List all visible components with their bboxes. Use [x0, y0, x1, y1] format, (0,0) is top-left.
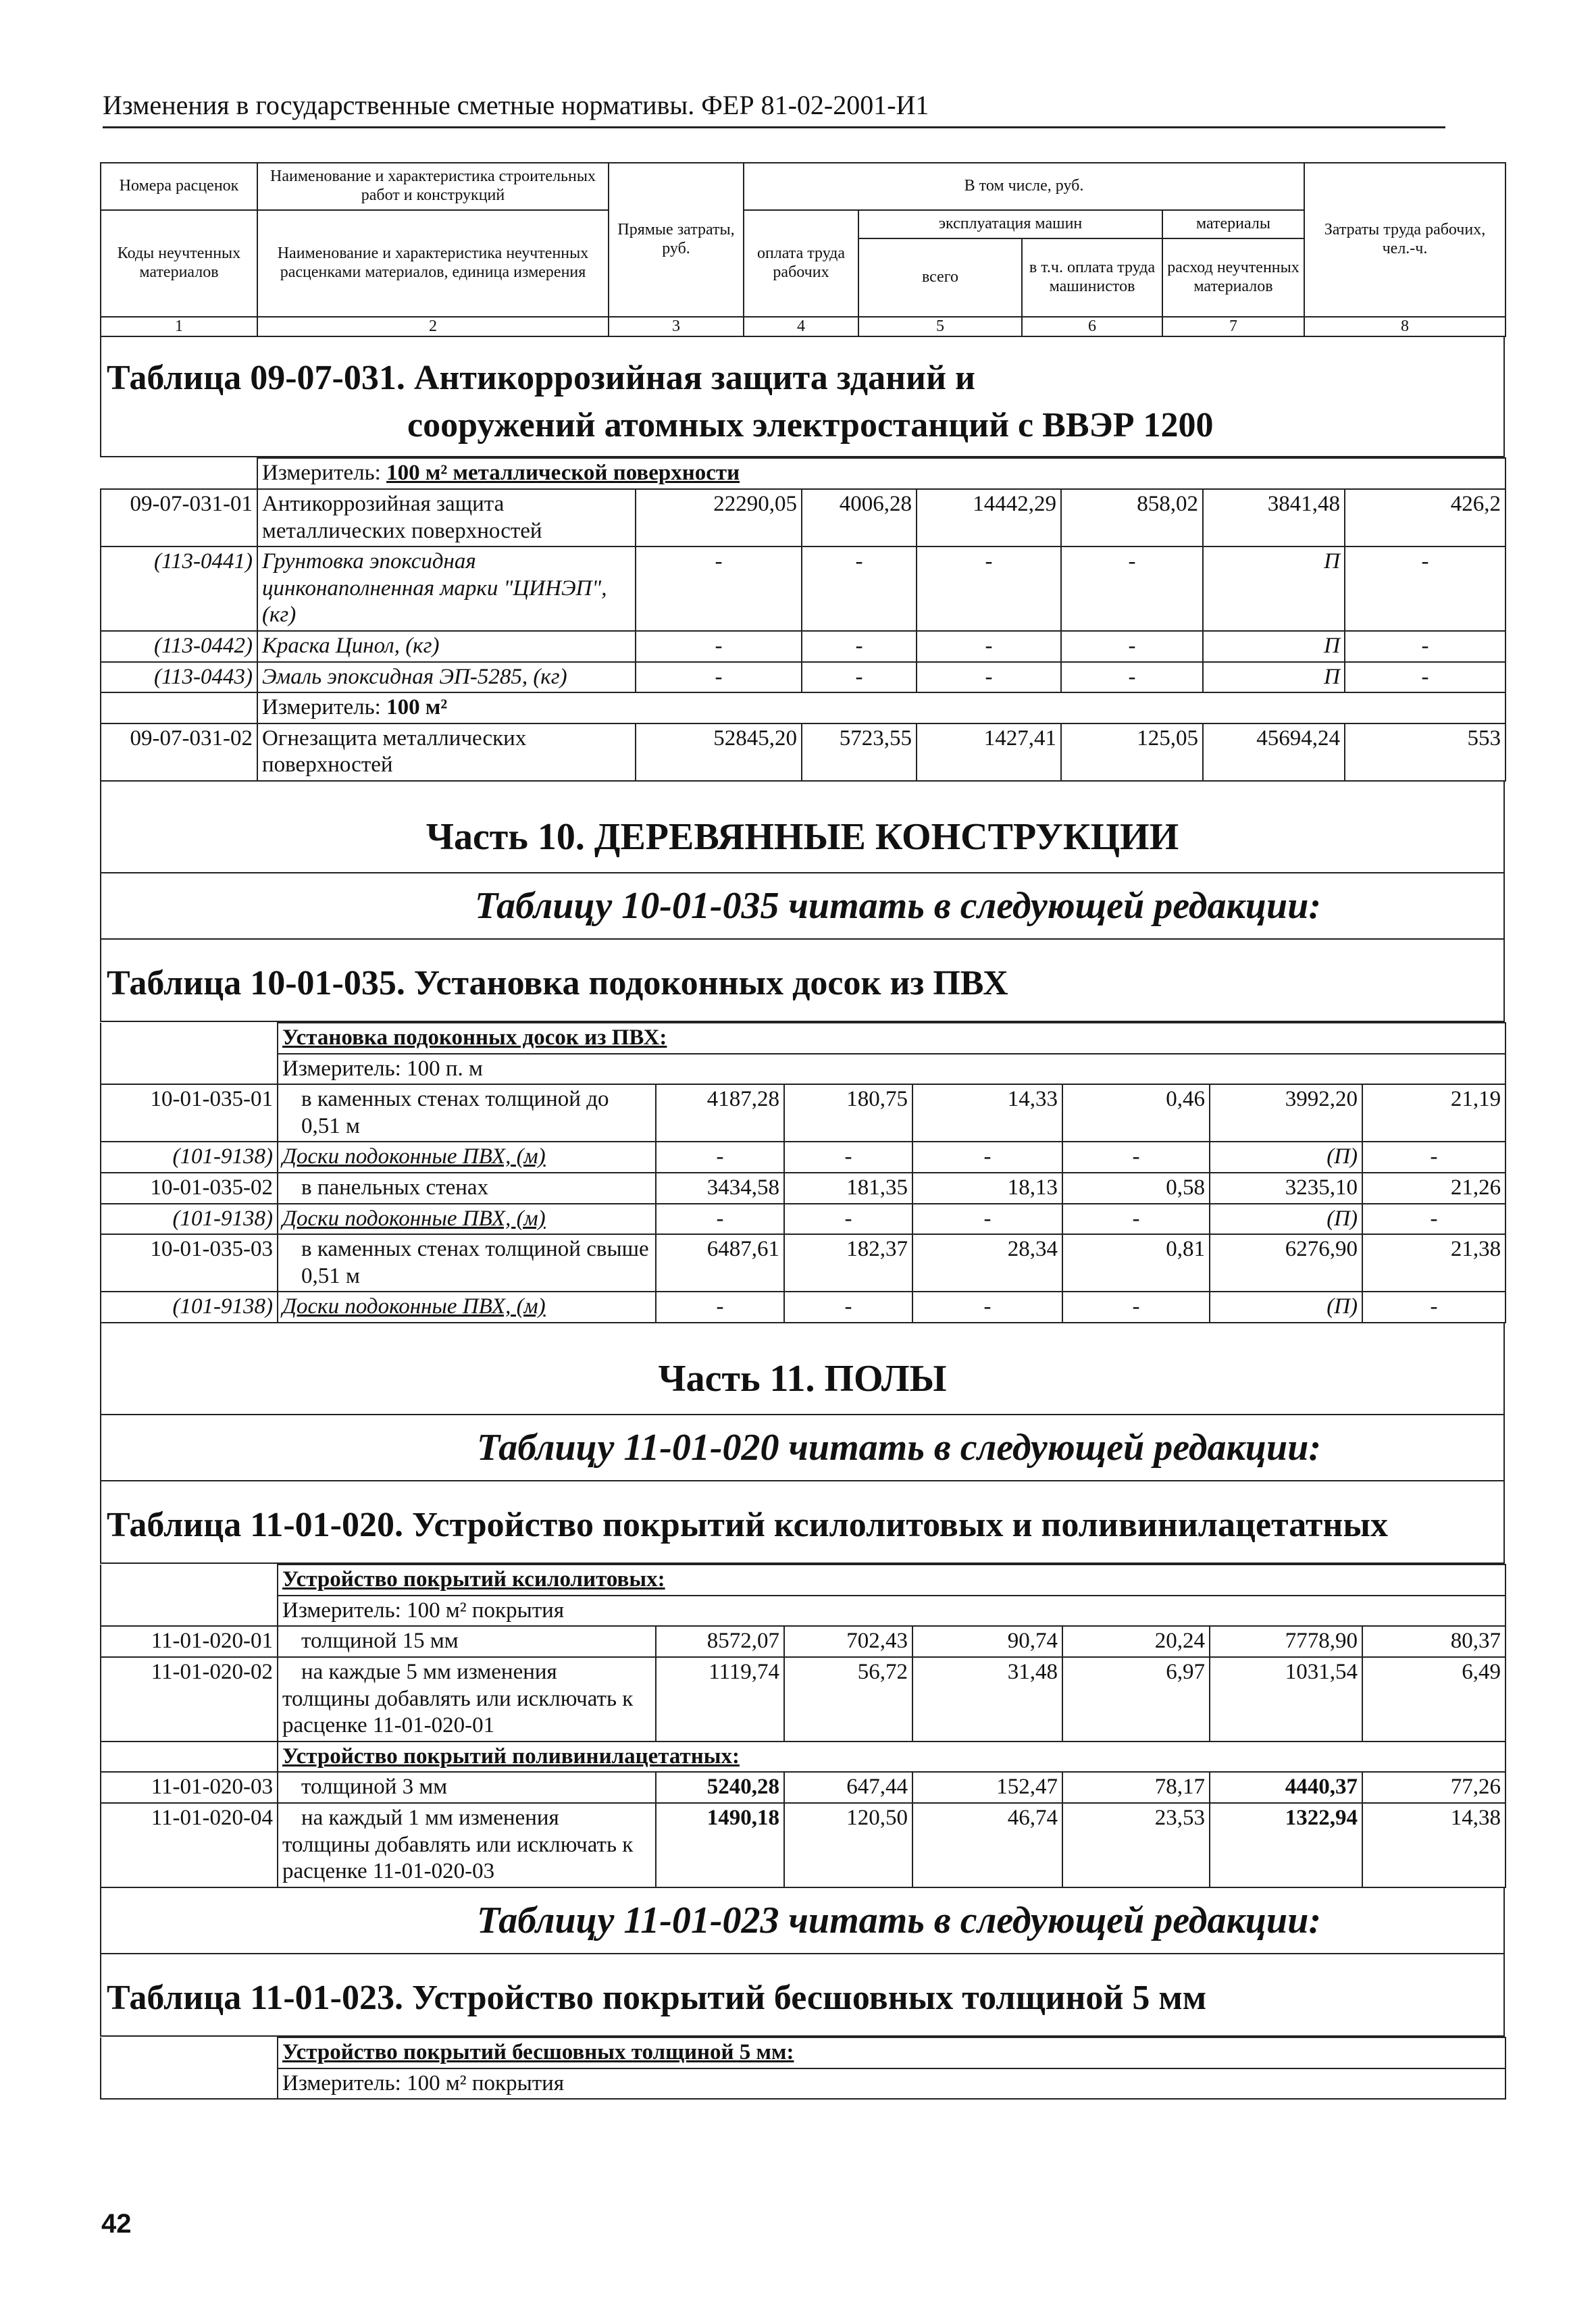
col8-header: Затраты труда рабочих, чел.-ч. — [1304, 163, 1505, 317]
table-row: 11-01-020-01 толщиной 15 мм 8572,07 702,43 90,74 20,24 7778,90 80,37 — [101, 1626, 1505, 1657]
table-row: 09-07-031-01 Антикоррозийная защита металлических поверхностей 22290,05 4006,28 14442,29 858,02 3841,48 426,2 — [101, 489, 1505, 547]
table-11-01-023 — [100, 2037, 1506, 2100]
section-heading: Устройство покрытий ксилолитовых: — [278, 1565, 1505, 1596]
material-row: (113-0442) Краска Цинол, (кг) - - - - П - — [101, 631, 1505, 662]
table-11-01-020 — [100, 1564, 1506, 1888]
section-heading: Установка подоконных досок из ПВХ: — [278, 1023, 1505, 1054]
running-header: Изменения в государственные сметные нормативы. ФЕР 81-02-2001-И1 — [103, 89, 1445, 128]
col3-header: Прямые затраты, руб. — [609, 163, 744, 317]
part-10-title: Часть 10. ДЕРЕВЯННЫЕ КОНСТРУКЦИИ — [100, 782, 1505, 872]
measure-row: Измеритель: 100 м² покрытия — [278, 2068, 1505, 2100]
material-row: (113-0441) Грунтовка эпоксидная цинконаполненная марки "ЦИНЭП", (кг) - - - - П - — [101, 547, 1505, 631]
col-number: 1 — [101, 317, 257, 336]
col-number: 3 — [609, 317, 744, 336]
table-row: 11-01-020-02 на каждые 5 мм изменения толщины добавлять или исключать к расценке 11-01-020-01 1119,74 56,72 31,48 6,97 1031,54 6,49 — [101, 1657, 1505, 1742]
table-row: 10-01-035-01 в каменных стенах толщиной до 0,51 м 4187,28 180,75 14,33 0,46 3992,20 21,19 — [101, 1084, 1505, 1142]
col6-header: в т.ч. оплата труда машинистов — [1022, 238, 1162, 317]
section-heading: Устройство покрытий поливинилацетатных: — [278, 1742, 1505, 1773]
col-number: 7 — [1162, 317, 1304, 336]
table-10-01-035 — [100, 1022, 1506, 1323]
col5-header: всего — [858, 238, 1022, 317]
col-number: 2 — [257, 317, 609, 336]
table-row: 10-01-035-03 в каменных стенах толщиной свыше 0,51 м 6487,61 182,37 28,34 0,81 6276,90 21,38 — [101, 1234, 1505, 1292]
table-row: 11-01-020-04 на каждый 1 мм изменения толщины добавлять или исключать к расценке 11-01-020-03 1490,18 120,50 46,74 23,53 1322,94 14,38 — [101, 1803, 1505, 1887]
material-row: (101-9138) Доски подоконные ПВХ, (м) - - - - (П) - — [101, 1142, 1505, 1173]
measure-row: Измеритель: 100 м² — [257, 692, 1505, 723]
title-line-2: сооружений атомных электростанций с ВВЭР 1200 — [407, 406, 1214, 445]
col-number: 8 — [1304, 317, 1505, 336]
col4-header: оплата труда рабочих — [744, 210, 858, 317]
table-row: 11-01-020-03 толщиной 3 мм 5240,28 647,44 152,47 78,17 4440,37 77,26 — [101, 1772, 1505, 1803]
section-heading: Устройство покрытий бесшовных толщиной 5 мм: — [278, 2037, 1505, 2068]
measure-row: Измеритель: 100 м² покрытия — [278, 1596, 1505, 1627]
included-header: В том числе, руб. — [744, 163, 1304, 210]
col-number: 5 — [858, 317, 1022, 336]
col7-header: расход неучтенных материалов — [1162, 238, 1304, 317]
read-instruction: Таблицу 10-01-035 читать в следующей редакции: — [100, 872, 1505, 940]
table-09-07-031-title — [100, 337, 1505, 457]
col1-header-bottom: Коды неучтенных материалов — [101, 210, 257, 317]
page-number: 42 — [101, 2209, 132, 2239]
read-instruction: Таблицу 11-01-020 читать в следующей редакции: — [100, 1414, 1505, 1481]
part-11-title: Часть 11. ПОЛЫ — [100, 1323, 1505, 1414]
col-number: 6 — [1022, 317, 1162, 336]
column-header-table — [100, 162, 1506, 337]
measure-row: Измеритель: 100 м² металлической поверхности — [257, 458, 1505, 489]
table-09-07-031 — [100, 457, 1506, 782]
table-10-01-035-title: Таблица 10-01-035. Установка подоконных досок из ПВХ — [100, 940, 1505, 1022]
col-number: 4 — [744, 317, 858, 336]
measure-row: Измеритель: 100 п. м — [278, 1054, 1505, 1085]
read-instruction: Таблицу 11-01-023 читать в следующей редакции: — [100, 1888, 1505, 1954]
col2-header-bottom: Наименование и характеристика неучтенных расценками материалов, единица измерения — [257, 210, 609, 317]
estimate-sheet — [100, 162, 1505, 2100]
machines-header: эксплуатация машин — [858, 210, 1162, 238]
material-row: (113-0443) Эмаль эпоксидная ЭП-5285, (кг) - - - - П - — [101, 662, 1505, 693]
material-row: (101-9138) Доски подоконные ПВХ, (м) - - - - (П) - — [101, 1204, 1505, 1235]
col2-header-top: Наименование и характеристика строительных работ и конструкций — [257, 163, 609, 210]
col1-header-top: Номера расценок — [101, 163, 257, 210]
measure-unit: 100 м² — [386, 695, 448, 720]
table-row: 10-01-035-02 в панельных стенах 3434,58 181,35 18,13 0,58 3235,10 21,26 — [101, 1173, 1505, 1204]
table-row: 09-07-031-02 Огнезащита металлических поверхностей 52845,20 5723,55 1427,41 125,05 45694,24 553 — [101, 723, 1505, 781]
material-row: (101-9138) Доски подоконные ПВХ, (м) - - - - (П) - — [101, 1292, 1505, 1323]
materials-header: материалы — [1162, 210, 1304, 238]
table-11-01-023-title: Таблица 11-01-023. Устройство покрытий бесшовных толщиной 5 мм — [100, 1954, 1505, 2037]
measure-unit: 100 м² металлической поверхности — [386, 461, 740, 486]
title-line-1: Таблица 09-07-031. Антикоррозийная защита зданий и — [107, 359, 975, 397]
table-11-01-020-title: Таблица 11-01-020. Устройство покрытий ксилолитовых и поливинилацетатных — [100, 1481, 1505, 1564]
